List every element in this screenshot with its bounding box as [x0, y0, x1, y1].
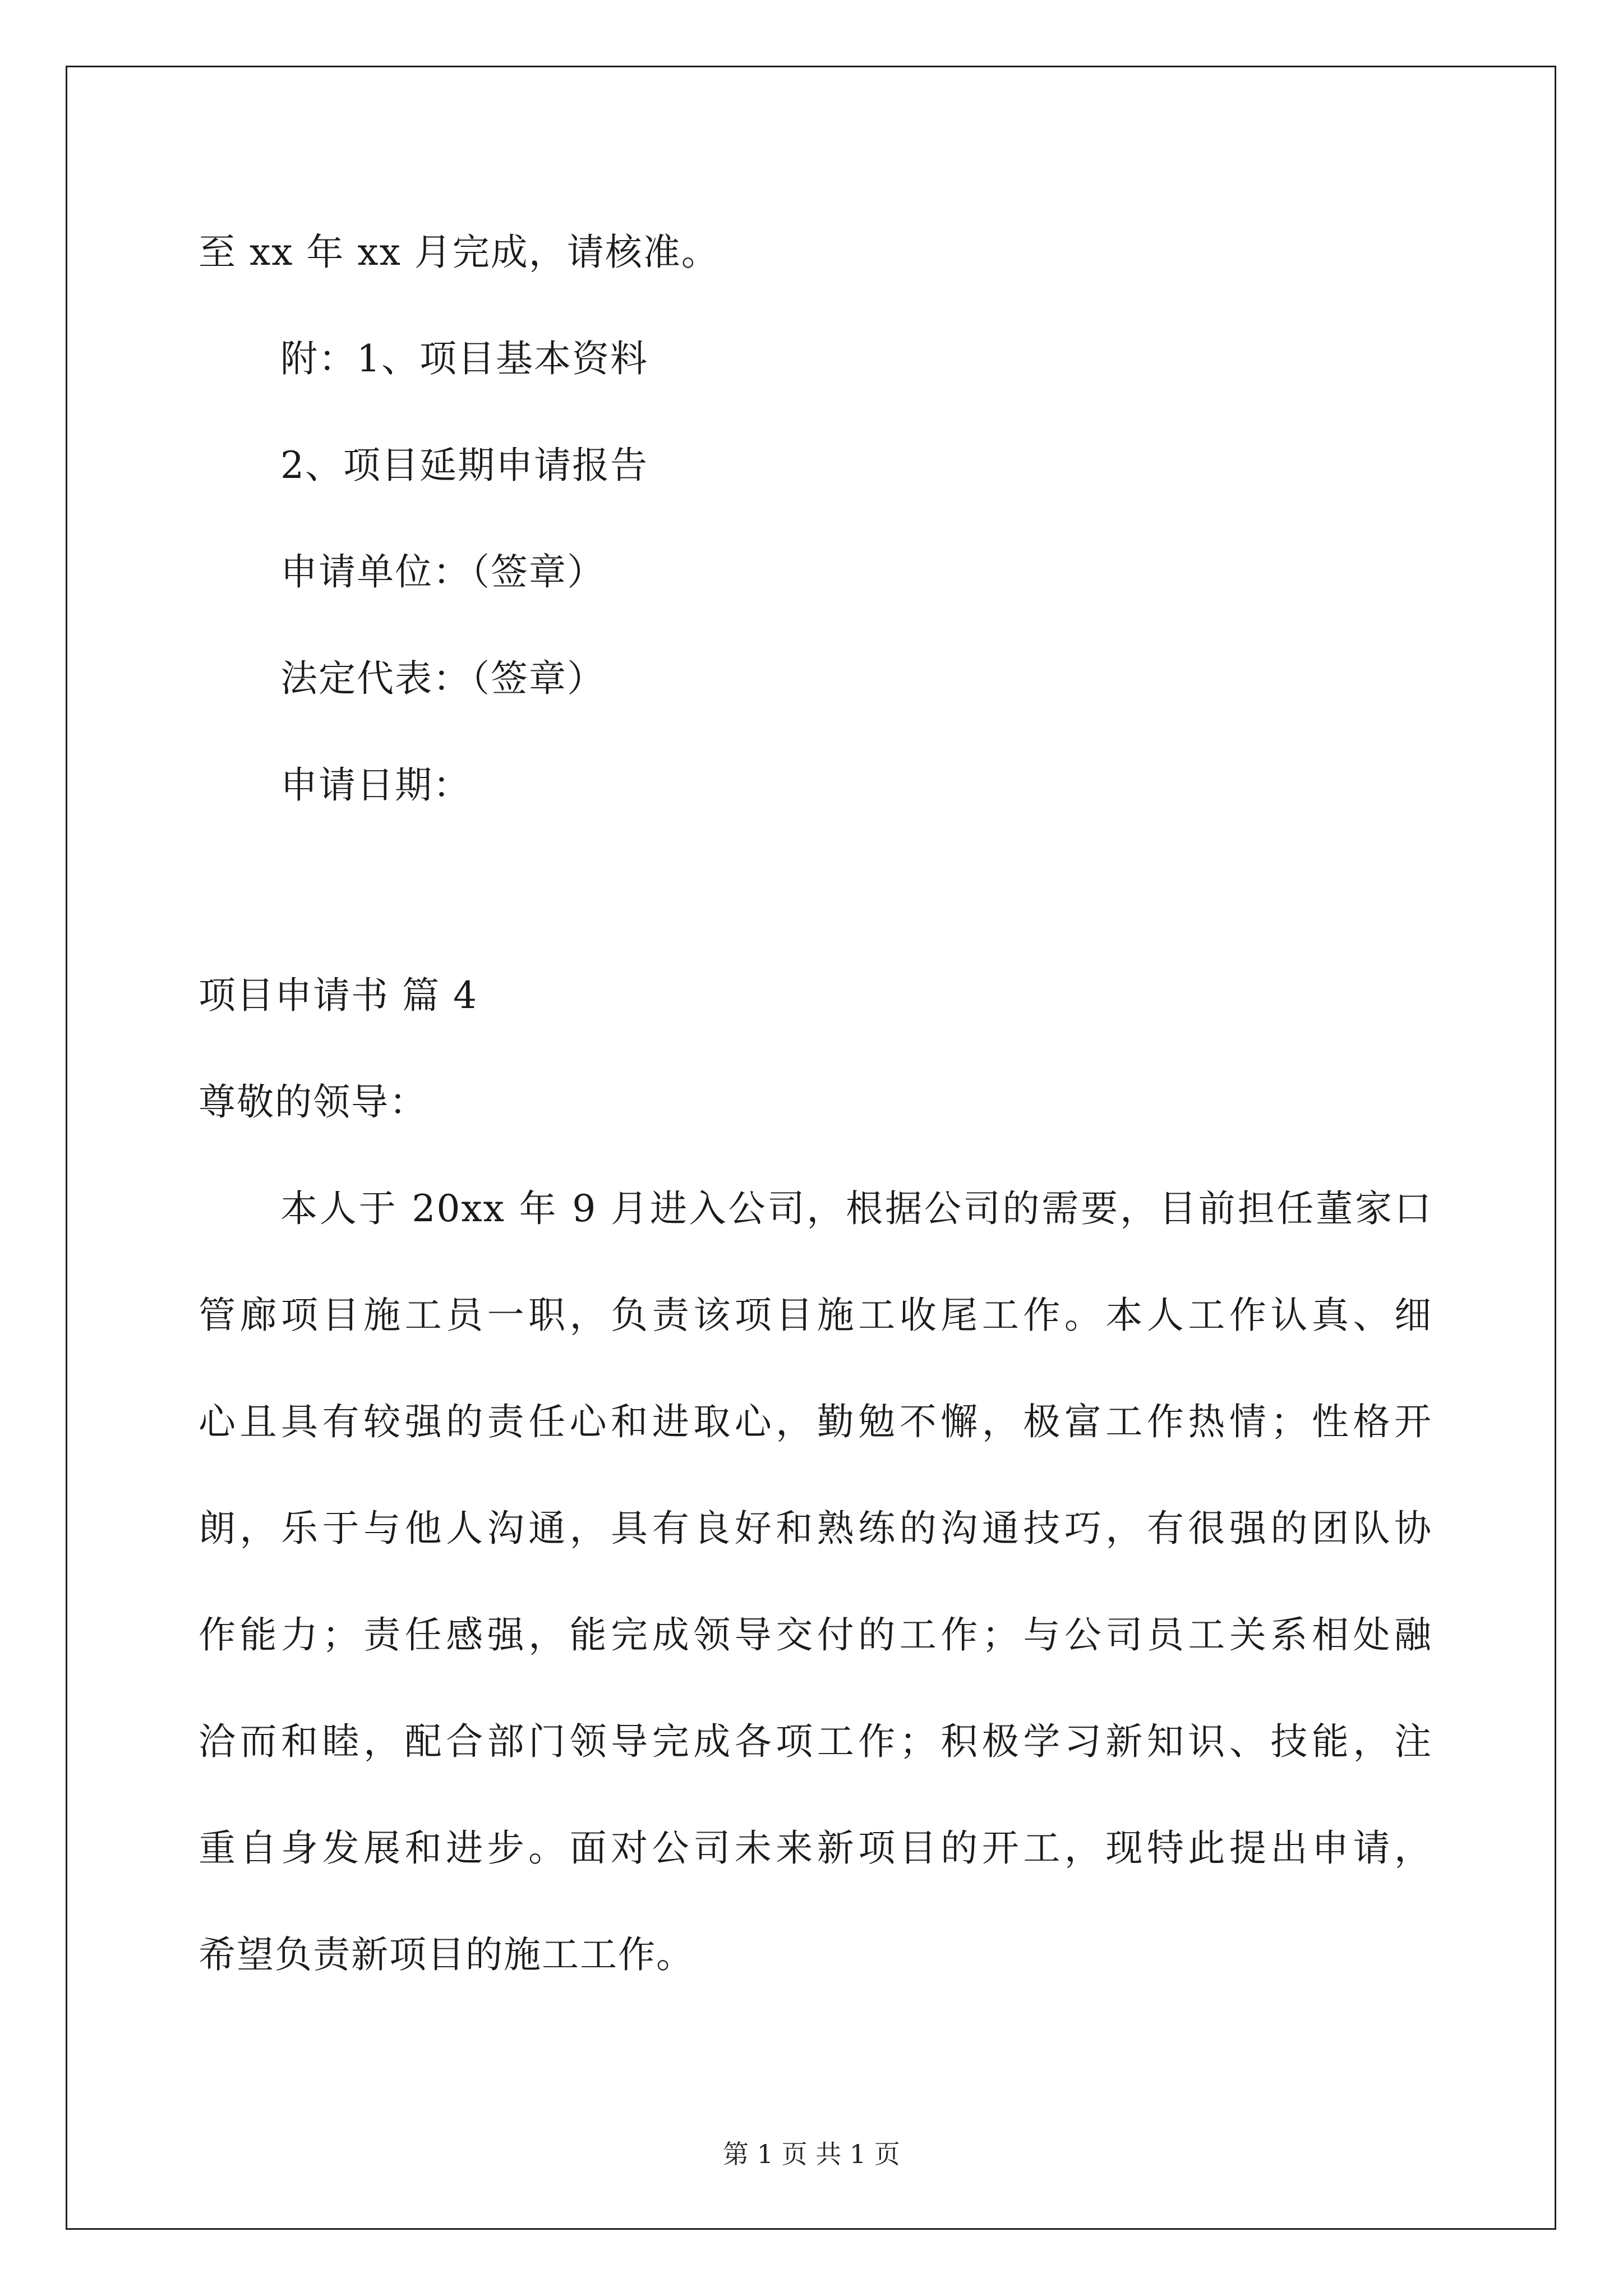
body-line: 朗，乐于与他人沟通，具有良好和熟练的沟通技巧，有很强的团队协 — [199, 1507, 1432, 1550]
text-line-legal-rep: 法定代表：（签章） — [280, 657, 605, 700]
text-line-apply-date: 申请日期： — [280, 763, 471, 807]
body-line: 重自身发展和进步。面对公司未来新项目的开工，现特此提出申请， — [199, 1826, 1432, 1870]
section-title: 项目申请书 篇 4 — [199, 974, 478, 1017]
body-paragraph — [199, 1186, 1432, 2039]
body-line: 洽而和睦，配合部门领导完成各项工作；积极学习新知识、技能，注 — [199, 1720, 1432, 1763]
body-line: 希望负责新项目的施工工作。 — [199, 1933, 694, 1976]
body-line: 心且具有较强的责任心和进取心，勤勉不懈，极富工作热情；性格开 — [199, 1400, 1432, 1443]
text-line-applicant-unit: 申请单位：（签章） — [280, 550, 605, 593]
body-line: 作能力；责任感强，能完成领导交付的工作；与公司员工关系相处融 — [199, 1613, 1432, 1657]
text-line-attachment-2: 2、项目延期申请报告 — [280, 444, 648, 487]
body-line: 管廊项目施工员一职，负责该项目施工收尾工作。本人工作认真、细 — [199, 1294, 1432, 1337]
salutation: 尊敬的领导： — [199, 1080, 427, 1124]
page-footer: 第 1 页 共 1 页 — [723, 2139, 900, 2169]
body-line: 本人于 20xx 年 9 月进入公司，根据公司的需要，目前担任董家口 — [280, 1187, 1432, 1230]
text-line-completion: 至 xx 年 xx 月完成，请核准。 — [199, 231, 720, 274]
text-line-attachment-1: 附：1、项目基本资料 — [280, 337, 648, 380]
